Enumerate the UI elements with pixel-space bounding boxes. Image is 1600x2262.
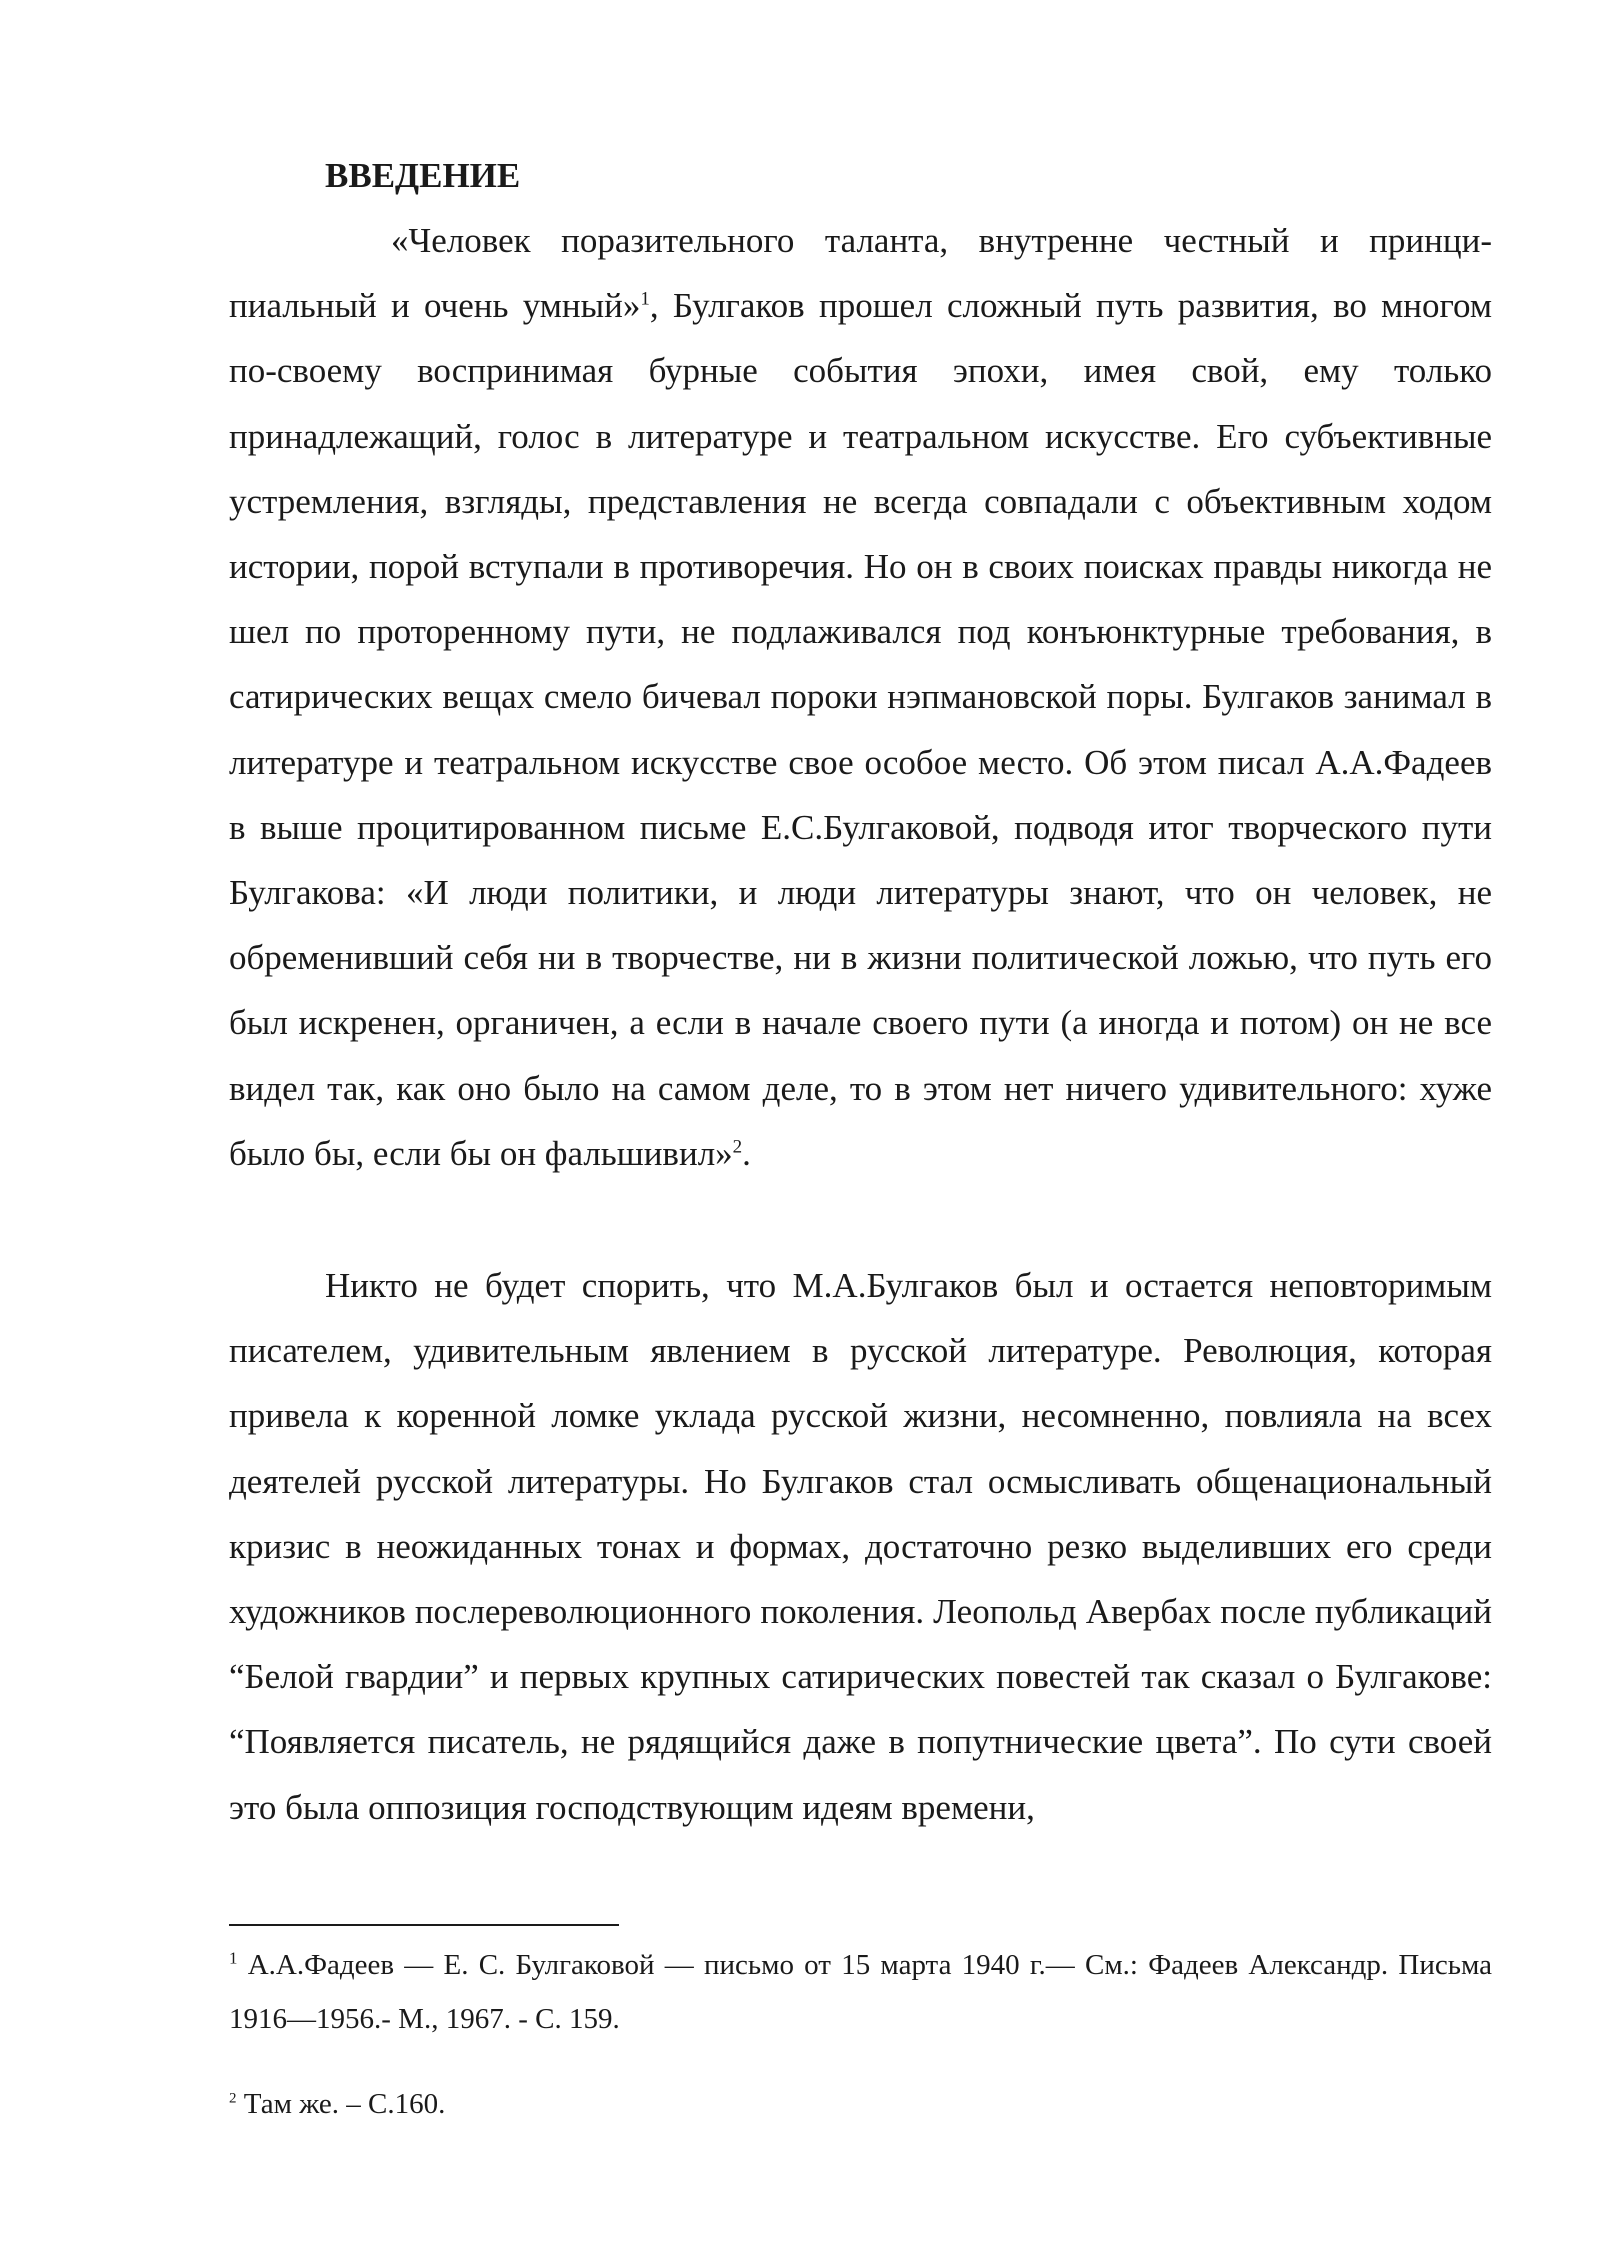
footnote-2-mark: 2 (229, 2090, 237, 2107)
section-heading: ВВЕДЕНИЕ (325, 156, 521, 195)
footnote-2 (229, 2077, 1492, 2131)
paragraph-1-text-end: . (742, 1133, 751, 1173)
paragraph-1 (229, 208, 1492, 1186)
paragraph-1-text-start: «Человек поразительного таланта, внутренне честный и принципиальный и очень умный» (229, 221, 1492, 326)
paragraph-1-text-body: , Булгаков прошел сложный путь развития, во многом по-своему воспринимая бурные события эпохи, имея свой, ему только принадлежащий, голос в литературе и театральном искусстве. Его субъективные устремления, взгляды, представления не всегда совпадали с объективным ходом истории, порой вступали в противоречия. Но он в своих поисках правды никогда не шел по проторенному пути, не подлаживался под конъюнктурные требования, в сатирических вещах смело бичевал пороки нэпмановской поры. Булгаков занимал в литературе и театральном искусстве свое особое место. Об этом писал А.А.Фадеев в выше процитированном письме Е.С.Булгаковой, подводя итог творческого пути Булгакова: «И люди политики, и люди литературы знают, что он человек, не обременивший себя ни в творчестве, ни в жизни политической ложью, что путь его был искренен, органичен, а если в начале своего пути (а иногда и потом) он не все видел так, как оно было на самом деле, то в этом нет ничего удивительного: хуже было бы, если бы он фальшивил» (229, 286, 1492, 1173)
footnote-ref-1[interactable]: 1 (640, 288, 650, 310)
footnote-2-text: Там же. – С.160. (236, 2088, 446, 2120)
footnote-ref-2[interactable]: 2 (732, 1136, 743, 1158)
footnote-1-text: А.А.Фадеев — Е. С. Булгаковой — письмо от 15 марта 1940 г.— См.: Фадеев Александр. Письма 1916—1956.- М., 1967. - С. 159. (229, 1949, 1492, 2035)
footnote-separator (229, 1924, 619, 1926)
paragraph-2: Никто не будет спорить, что М.А.Булгаков был и остается неповторимым писателем, удивительным явлением в русской литературе. Революция, которая привела к коренной ломке уклада русской жизни, несомненно, повлияла на всех деятелей русской литературы. Но Булгаков стал осмысливать общенациональный кризис в неожиданных тонах и формах, достаточно резко выделивших его среди художников послереволюционного поколения. Леопольд Авербах после публикаций “Белой гвардии” и первых крупных сатирических повестей так сказал о Булгакове: “Появляется писатель, не рядящийся даже в попутнические цвета”. По сути своей это была оппозиция господствующим идеям времени, (229, 1266, 1492, 1827)
footnote-1 (229, 1938, 1492, 2046)
footnote-1-mark: 1 (229, 1948, 238, 1968)
